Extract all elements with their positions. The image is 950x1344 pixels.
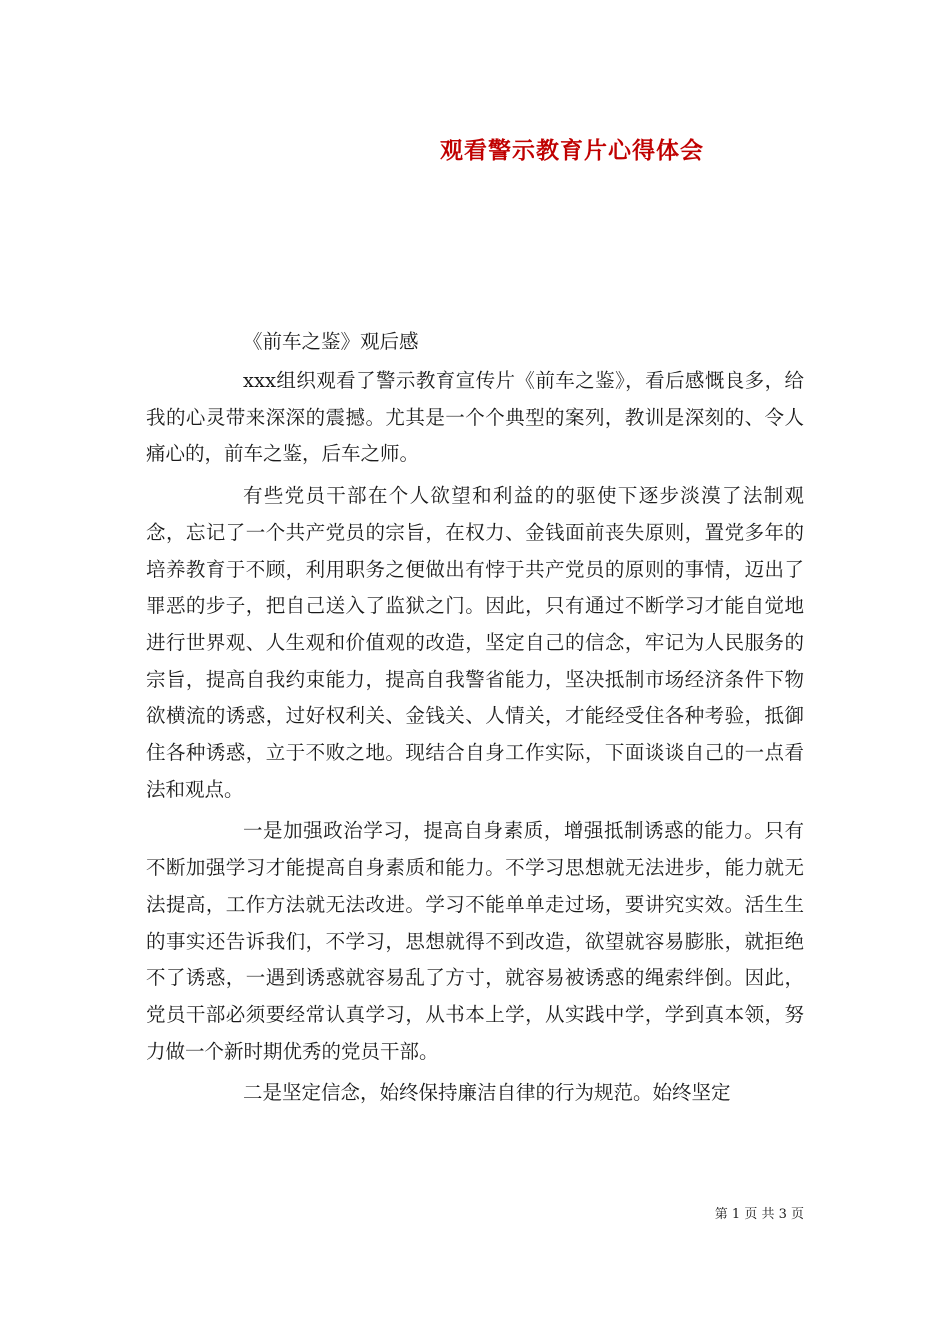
body-paragraph: xxx组织观看了警示教育宣传片《前车之鉴》，看后感慨良多，给我的心灵带来深深的震撼。尤其是一个个典型的案列，教训是深刻的、令人痛心的，前车之鉴，后车之师。 [146,369,804,466]
page-number-footer: 第 1 页 共 3 页 [714,1207,804,1222]
body-paragraph: 有些党员干部在个人欲望和利益的的驱使下逐步淡漠了法制观念，忘记了一个共产党员的宗旨，在权力、金钱面前丧失原则，置党多年的培养教育于不顾，利用职务之便做出有悖于共产党员的原则的事情，迈出了罪恶的步子，把自己送入了监狱之门。因此，只有通过不断学习才能自觉地进行世界观、人生观和价值观的改造，坚定自己的信念，牢记为人民服务的宗旨，提高自我约束能力，提高自我警省能力，坚决抵制市场经济条件下物欲横流的诱惑，过好权利关、金钱关、人情关，才能经受住各种考验，抵御住各种诱惑，立于不败之地。现结合自身工作实际，下面谈谈自己的一点看法和观点。 [146,484,804,801]
document-body [146,363,804,1112]
document-subtitle: 《前车之鉴》观后感 [243,330,419,353]
body-paragraph: 一是加强政治学习，提高自身素质，增强抵制诱惑的能力。只有不断加强学习才能提高自身素质和能力。不学习思想就无法进步，能力就无法提高，工作方法就无法改进。学习不能单单走过场，要讲究实效。活生生的事实还告诉我们，不学习，思想就得不到改造，欲望就容易膨胀，就拒绝不了诱惑，一遇到诱惑就容易乱了方寸，就容易被诱惑的绳索绊倒。因此，党员干部必须要经常认真学习，从书本上学，从实践中学，学到真本领，努力做一个新时期优秀的党员干部。 [146,819,804,1063]
body-paragraph: 二是坚定信念，始终保持廉洁自律的行为规范。始终坚定 [243,1081,731,1105]
document-title: 观看警示教育片心得体会 [440,137,704,164]
